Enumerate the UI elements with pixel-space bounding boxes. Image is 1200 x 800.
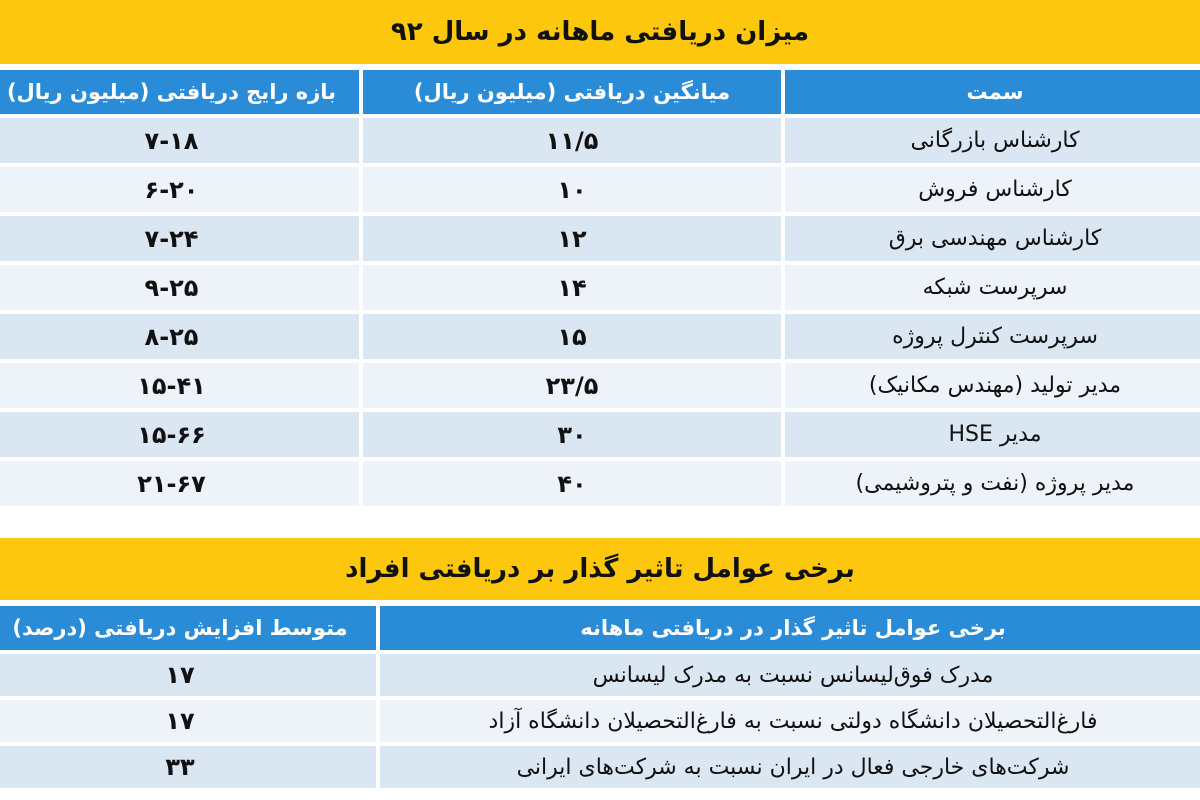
- table-row-average: ۱۴: [363, 265, 781, 310]
- table-row-position: سرپرست شبکه: [785, 265, 1200, 310]
- table-row-average: ۲۳/۵: [363, 363, 781, 408]
- column-header-average: میانگین دریافتی (میلیون ریال): [363, 70, 781, 114]
- table-row-position: مدیر تولید (مهندس مکانیک): [785, 363, 1200, 408]
- table-row-position: سرپرست کنترل پروژه: [785, 314, 1200, 359]
- table-row-range: ۶-۲۰: [0, 167, 359, 212]
- table-row-increase: ۱۷: [0, 700, 376, 742]
- table-row-position: کارشناس بازرگانی: [785, 118, 1200, 163]
- table-row-factor: فارغ‌التحصیلان دانشگاه دولتی نسبت به فارغ‌التحصیلان دانشگاه آزاد: [380, 700, 1200, 742]
- table-row-average: ۱۱/۵: [363, 118, 781, 163]
- table-row-range: ۸-۲۵: [0, 314, 359, 359]
- factors-table: [0, 606, 1200, 788]
- column-header-increase: متوسط افزایش دریافتی (درصد): [0, 606, 376, 650]
- column-header-range: بازه رایج دریافتی (میلیون ریال): [0, 70, 359, 114]
- table-row-range: ۱۵-۴۱: [0, 363, 359, 408]
- salary-table: [0, 70, 1200, 506]
- table-row-range: ۲۱-۶۷: [0, 461, 359, 506]
- table2-title: برخی عوامل تاثیر گذار بر دریافتی افراد: [0, 538, 1200, 600]
- table-row-range: ۷-۱۸: [0, 118, 359, 163]
- table-row-range: ۱۵-۶۶: [0, 412, 359, 457]
- table-row-position: کارشناس فروش: [785, 167, 1200, 212]
- table-row-factor: شرکت‌های خارجی فعال در ایران نسبت به شرکت‌های ایرانی: [380, 746, 1200, 788]
- table-row-range: ۷-۲۴: [0, 216, 359, 261]
- table-row-average: ۱۵: [363, 314, 781, 359]
- table-row-factor: مدرک فوق‌لیسانس نسبت به مدرک لیسانس: [380, 654, 1200, 696]
- table-row-average: ۳۰: [363, 412, 781, 457]
- table-row-position: کارشناس مهندسی برق: [785, 216, 1200, 261]
- column-header-position: سمت: [785, 70, 1200, 114]
- table-row-increase: ۱۷: [0, 654, 376, 696]
- column-header-factor: برخی عوامل تاثیر گذار در دریافتی ماهانه: [380, 606, 1200, 650]
- table-row-range: ۹-۲۵: [0, 265, 359, 310]
- table-row-average: ۴۰: [363, 461, 781, 506]
- table-row-average: ۱۲: [363, 216, 781, 261]
- table1-title: میزان دریافتی ماهانه در سال ۹۲: [0, 0, 1200, 64]
- table-row-position: مدیر پروژه (نفت و پتروشیمی): [785, 461, 1200, 506]
- table-row-position: مدیر HSE: [785, 412, 1200, 457]
- table-row-increase: ۳۳: [0, 746, 376, 788]
- table-row-average: ۱۰: [363, 167, 781, 212]
